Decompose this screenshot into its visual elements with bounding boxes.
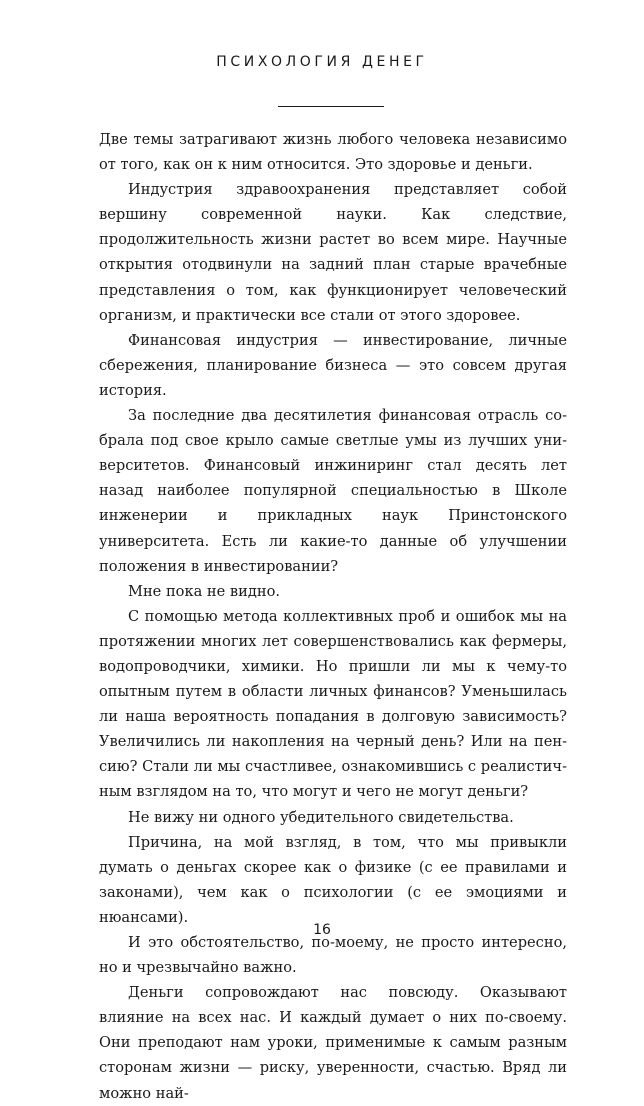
paragraph: Финансовая индустрия — инвестирование, личные сбережения, планирование бизнеса — это совсем другая история. [99,331,567,399]
paragraph: Деньги сопровождают нас повсюду. Оказывают влияние на всех нас. И каждый думает о них по-своему. Они преподают нам уроки, применимые к самым разным сторонам жизни — риску, уверенности, счастью. Вряд ли можно най- [99,984,567,1102]
paragraph: Две темы затрагивают жизнь любого человека независимо от того, как он к ним относится. Это здоровье и деньги. [99,131,567,174]
paragraph: Индустрия здравоохранения представляет собой вершину современной науки. Как следствие, продолжительность жизни растет во всем мире. Научные открытия отодвинули на задний план старые врачебные представления о том, как функционирует человеческий организм, и практически все стали от этого здоровее. [99,181,567,324]
paragraph: С помощью метода коллективных проб и ошибок мы на протяжении многих лет совершенствовались как фермеры, водопроводчики, химики. Но пришли ли мы к чему-то опытным путем в области личных финансов? Уменьшилась ли наша вероятность попадания в долговую зависимость? Увеличились ли накопления на черный день? Или на пенсию? Стали ли мы счастливее, ознакомившись с реалистичным взглядом на то, что могут и чего не могут деньги? [99,607,567,801]
paragraph: Причина, на мой взгляд, в том, что мы привыкли думать о деньгах скорее как о физике (с ее правилами и законами), чем как о психологии (с ее эмоциями и нюансами). [99,833,567,926]
paragraph: За последние два десятилетия финансовая отрасль собрала под свое крыло самые светлые умы из лучших университетов. Финансовый инжиниринг стал десять лет назад наиболее популярной специальностью в Школе инженерии и прикладных наук Принстонского университета. Есть ли какие-то данные об улучшении положения в инвестировании? [99,407,567,575]
page-number: 16 [313,922,331,938]
body-text [99,127,567,1106]
header-rule [278,106,384,107]
paragraph: Мне пока не видно. [128,582,281,600]
paragraph: И это обстоятельство, по-моему, не просто интересно, но и чрезвычайно важно. [99,934,567,977]
running-head: ПСИХОЛОГИЯ ДЕНЕГ [216,54,428,70]
paragraph: Не вижу ни одного убедительного свидетельства. [128,808,514,826]
